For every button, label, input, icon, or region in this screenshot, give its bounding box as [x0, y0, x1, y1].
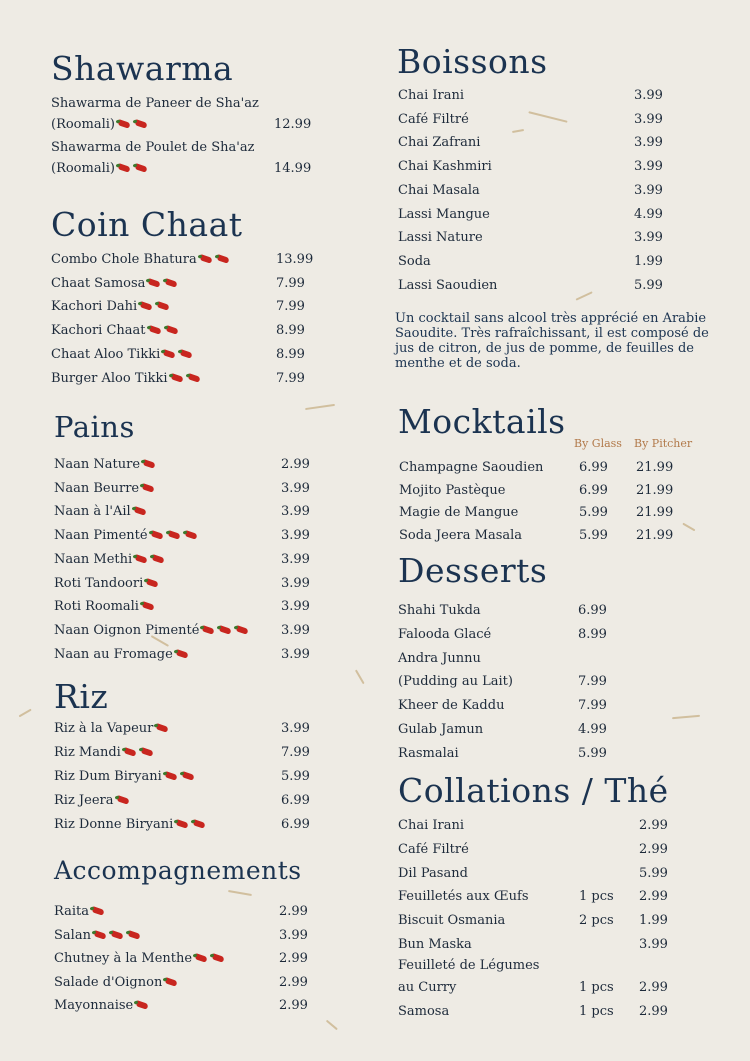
item-name: Chutney à la Menthe [54, 951, 193, 967]
menu-item [51, 252, 316, 268]
item-price-pitcher: 21.99 [636, 460, 674, 475]
chili-pepper-icon [165, 279, 179, 288]
menu-item [54, 745, 321, 761]
item-name: Soda [398, 253, 431, 269]
item-name: Naan Beurre [54, 480, 140, 496]
item-price: 14.99 [274, 161, 312, 176]
item-price: 1.99 [634, 253, 663, 269]
chili-pepper-icon [142, 602, 156, 611]
section-title-mocktails: Mocktails [398, 402, 566, 441]
item-price: 2.99 [639, 889, 668, 904]
item-price: 2.99 [279, 998, 308, 1014]
chili-pepper-icon [135, 164, 149, 173]
chili-pepper-icon [202, 626, 216, 635]
chili-pepper-icon [135, 120, 149, 129]
chili-pepper-icon [193, 820, 207, 829]
chili-pepper-icon [146, 579, 160, 588]
menu-item [398, 674, 618, 690]
item-name: Falooda Glacé [398, 626, 492, 642]
menu-item [54, 552, 321, 568]
item-price: 6.99 [578, 603, 607, 618]
item-price: 5.99 [578, 745, 607, 761]
item-price: 3.99 [281, 528, 310, 544]
menu-item [398, 627, 618, 643]
item-name: Café Filtré [398, 842, 469, 857]
menu-item [398, 603, 618, 619]
chili-pepper-icon [176, 650, 190, 659]
item-price: 3.99 [634, 230, 663, 246]
item-price: 8.99 [276, 346, 305, 362]
chili-pepper-icon [136, 1001, 150, 1010]
item-name: Roti Roomali [54, 599, 139, 615]
menu-item [398, 651, 618, 667]
menu-item [51, 96, 311, 112]
item-price: 3.99 [279, 927, 308, 943]
chili-pepper-icon [142, 484, 156, 493]
item-name: Magie de Mangue [399, 505, 519, 520]
item-name: Mojito Pastèque [399, 482, 506, 498]
item-price: 7.99 [578, 698, 607, 714]
menu-item [51, 117, 311, 133]
menu-item [51, 161, 311, 177]
item-name: Riz Jeera [54, 793, 114, 808]
item-price: 7.99 [276, 299, 305, 315]
chili-pepper-icon [185, 531, 199, 540]
item-name: Shahi Tukda [398, 603, 481, 618]
menu-item [54, 647, 321, 663]
section-title-boissons: Boissons [397, 42, 548, 81]
item-price: 8.99 [578, 626, 607, 642]
paper-fleck [228, 890, 252, 896]
item-name: Riz Dum Biryani [54, 769, 162, 784]
item-price: 6.99 [281, 817, 310, 832]
item-price: 4.99 [634, 206, 663, 222]
item-name: (Pudding au Lait) [398, 674, 513, 690]
item-name: Kheer de Kaddu [398, 698, 505, 714]
menu-item [54, 928, 319, 944]
chili-pepper-icon [157, 302, 171, 311]
item-price: 3.99 [634, 159, 663, 175]
menu-item [398, 1004, 678, 1020]
chili-pepper-icon [111, 931, 125, 940]
item-name: Combo Chole Bhatura [51, 252, 197, 267]
menu-item [51, 276, 316, 292]
item-price: 1.99 [639, 913, 668, 928]
item-price: 3.99 [281, 646, 310, 662]
menu-item [51, 140, 311, 156]
item-name: Feuilletés aux Œufs [398, 889, 529, 904]
menu-item [54, 481, 321, 497]
menu-item [398, 746, 618, 762]
menu-item [398, 913, 678, 929]
menu-item [51, 323, 316, 339]
item-price: 8.99 [276, 323, 305, 339]
item-name-continued: (Roomali) [51, 117, 115, 132]
chili-pepper-icon [165, 772, 179, 781]
lassi-saoudien-description: Un cocktail sans alcool très apprécié en Arabie Saoudite. Très rafraîchissant, il est composé de jus de citron, de jus de pomme, de feuilles de menthe et de soda. [395, 311, 709, 371]
item-name: Riz Donne Biryani [54, 817, 174, 832]
paper-fleck [683, 523, 696, 531]
menu-item [51, 371, 316, 387]
menu-item [54, 951, 319, 967]
item-name: Chai Zafrani [398, 135, 481, 151]
paper-fleck [19, 709, 32, 717]
menu-item [398, 698, 618, 714]
menu-item [398, 135, 674, 151]
item-name: Shawarma de Poulet de Sha'az [51, 140, 255, 155]
chili-pepper-icon [212, 954, 226, 963]
item-name: au Curry [398, 980, 457, 995]
item-name: Chaat Samosa [51, 275, 146, 291]
item-name: Samosa [398, 1004, 450, 1019]
chili-pepper-icon [118, 164, 132, 173]
paper-fleck [355, 669, 364, 684]
item-name: Naan Pimenté [54, 528, 148, 544]
menu-item [399, 483, 679, 499]
item-price: 7.99 [276, 370, 305, 386]
section-title-riz: Riz [54, 677, 109, 716]
item-name: Naan Methi [54, 551, 133, 567]
chili-pepper-icon [166, 326, 180, 335]
chili-pepper-icon [152, 555, 166, 564]
menu-item [54, 975, 319, 991]
item-price-pitcher: 21.99 [636, 482, 674, 498]
item-quantity: 2 pcs [579, 913, 614, 928]
chili-pepper-icon [118, 120, 132, 129]
item-price: 2.99 [279, 974, 308, 990]
menu-item [54, 528, 321, 544]
menu-item [399, 460, 679, 476]
item-price: 2.99 [639, 818, 668, 833]
menu-item [398, 254, 674, 270]
paper-fleck [672, 715, 700, 719]
item-name: Kachori Chaat [51, 323, 146, 339]
item-name: Feuilleté de Légumes [398, 958, 540, 973]
chili-pepper-icon [171, 374, 185, 383]
item-price: 3.99 [634, 182, 663, 198]
item-name: Chai Irani [398, 818, 464, 833]
chili-pepper-icon [163, 350, 177, 359]
item-price: 5.99 [281, 769, 310, 784]
item-name: Lassi Mangue [398, 206, 490, 222]
menu-item [51, 347, 316, 363]
item-name: Riz Mandi [54, 745, 121, 760]
by-pitcher-label: By Pitcher [634, 437, 693, 450]
chili-pepper-icon [236, 626, 250, 635]
item-price: 7.99 [276, 275, 305, 291]
chili-pepper-icon [151, 531, 165, 540]
chili-pepper-icon [156, 724, 170, 733]
item-name: Mayonnaise [54, 998, 134, 1014]
paper-fleck [326, 1020, 338, 1030]
menu-item [398, 818, 678, 834]
item-name: Andra Junnu [398, 650, 481, 666]
item-price: 12.99 [274, 117, 312, 132]
menu-item [398, 207, 674, 223]
chili-pepper-icon [149, 326, 163, 335]
item-name: Naan à l'Ail [54, 504, 131, 520]
item-name: Rasmalai [398, 745, 459, 761]
menu-item [54, 599, 321, 615]
section-title-pains: Pains [54, 410, 135, 444]
item-quantity: 1 pcs [579, 980, 614, 995]
menu-item [54, 576, 321, 592]
menu-item [399, 528, 679, 544]
item-price: 3.99 [281, 622, 310, 638]
section-title-desserts: Desserts [398, 551, 548, 590]
item-quantity: 1 pcs [579, 1004, 614, 1019]
chili-pepper-icon [188, 374, 202, 383]
item-name: Riz à la Vapeur [54, 721, 154, 736]
item-price: 2.99 [281, 457, 310, 472]
chili-pepper-icon [176, 820, 190, 829]
menu-item [54, 623, 321, 639]
item-name: Chai Irani [398, 88, 464, 103]
section-title-collations: Collations / Thé [398, 771, 669, 810]
item-price-glass: 6.99 [579, 482, 608, 498]
menu-item [398, 183, 674, 199]
menu-item [398, 159, 674, 175]
item-price: 3.99 [281, 575, 310, 591]
item-name: Café Filtré [398, 111, 469, 127]
item-price: 3.99 [634, 88, 663, 103]
item-price: 13.99 [276, 252, 314, 267]
item-price: 3.99 [281, 599, 310, 615]
menu-item [54, 721, 321, 737]
item-price-glass: 6.99 [579, 460, 608, 475]
chili-pepper-icon [92, 907, 106, 916]
item-name: Lassi Nature [398, 230, 483, 246]
menu-item [398, 112, 674, 128]
menu-item [398, 866, 678, 882]
item-price: 7.99 [578, 674, 607, 690]
item-price: 2.99 [639, 980, 668, 995]
chili-pepper-icon [128, 931, 142, 940]
item-price: 4.99 [578, 722, 607, 737]
item-name: Soda Jeera Masala [399, 527, 523, 543]
item-name: Chai Masala [398, 182, 480, 198]
menu-item [398, 842, 678, 858]
section-title-shawarma: Shawarma [51, 49, 234, 88]
item-name: Burger Aloo Tikki [51, 370, 168, 386]
item-name: Raita [54, 904, 89, 919]
chili-pepper-icon [165, 978, 179, 987]
item-price: 3.99 [281, 721, 310, 736]
menu-item [398, 88, 674, 104]
chili-pepper-icon [94, 931, 108, 940]
item-price: 3.99 [634, 111, 663, 127]
chili-pepper-icon [134, 507, 148, 516]
item-name: Kachori Dahi [51, 299, 138, 315]
item-price: 3.99 [281, 504, 310, 520]
menu-item [51, 299, 316, 315]
menu-item [399, 505, 679, 521]
item-name: Naan Nature [54, 457, 141, 472]
item-price: 6.99 [281, 793, 310, 808]
chili-pepper-icon [168, 531, 182, 540]
item-price-pitcher: 21.99 [636, 527, 674, 543]
chili-pepper-icon [219, 626, 233, 635]
item-name: Salan [54, 927, 91, 943]
chili-pepper-icon [124, 748, 138, 757]
menu-item [398, 278, 674, 294]
chili-pepper-icon [117, 796, 131, 805]
chili-pepper-icon [200, 255, 214, 264]
section-title-accompagnements: Accompagnements [54, 856, 302, 885]
item-price: 2.99 [639, 1004, 668, 1019]
item-price: 2.99 [279, 904, 308, 919]
item-name: Roti Tandoori [54, 575, 144, 591]
item-price-glass: 5.99 [579, 505, 608, 520]
item-price: 7.99 [281, 745, 310, 760]
item-name: Chaat Aloo Tikki [51, 346, 161, 362]
item-price: 3.99 [281, 480, 310, 496]
paper-fleck [512, 129, 524, 133]
item-price: 3.99 [634, 135, 663, 151]
item-price: 2.99 [279, 951, 308, 967]
item-name: Salade d'Oignon [54, 974, 163, 990]
menu-item [398, 230, 674, 246]
item-price-glass: 5.99 [579, 527, 608, 543]
menu-item [398, 722, 618, 738]
item-quantity: 1 pcs [579, 889, 614, 904]
item-price: 5.99 [634, 277, 663, 293]
menu-item [398, 937, 678, 953]
menu-item [398, 889, 678, 905]
item-name: Gulab Jamun [398, 722, 484, 737]
menu-item [398, 980, 678, 996]
item-name: Champagne Saoudien [399, 460, 544, 475]
item-name: Naan Oignon Pimenté [54, 622, 200, 638]
chili-pepper-icon [135, 555, 149, 564]
item-name: Dil Pasand [398, 866, 468, 881]
chili-pepper-icon [195, 954, 209, 963]
item-name: Shawarma de Paneer de Sha'az [51, 96, 259, 111]
menu-item [54, 793, 321, 809]
item-name: Chai Kashmiri [398, 159, 492, 175]
section-title-coin-chaat: Coin Chaat [51, 205, 243, 244]
chili-pepper-icon [140, 302, 154, 311]
item-price-pitcher: 21.99 [636, 505, 674, 520]
menu-item [54, 904, 319, 920]
menu-item [54, 457, 321, 473]
item-price: 3.99 [281, 551, 310, 567]
menu-item [54, 998, 319, 1014]
item-price: 2.99 [639, 842, 668, 857]
chili-pepper-icon [148, 279, 162, 288]
chili-pepper-icon [180, 350, 194, 359]
menu-item [54, 769, 321, 785]
by-glass-label: By Glass [574, 437, 622, 450]
chili-pepper-icon [182, 772, 196, 781]
item-name-continued: (Roomali) [51, 161, 115, 176]
item-name: Naan au Fromage [54, 646, 173, 662]
menu-item [54, 504, 321, 520]
item-price: 5.99 [639, 866, 668, 881]
menu-item [54, 817, 321, 833]
chili-pepper-icon [141, 748, 155, 757]
chili-pepper-icon [217, 255, 231, 264]
paper-fleck [305, 404, 335, 410]
item-price: 3.99 [639, 937, 668, 952]
item-name: Lassi Saoudien [398, 277, 498, 293]
chili-pepper-icon [143, 460, 157, 469]
item-name: Biscuit Osmania [398, 913, 506, 928]
item-name: Bun Maska [398, 937, 472, 952]
menu-item [398, 958, 678, 974]
